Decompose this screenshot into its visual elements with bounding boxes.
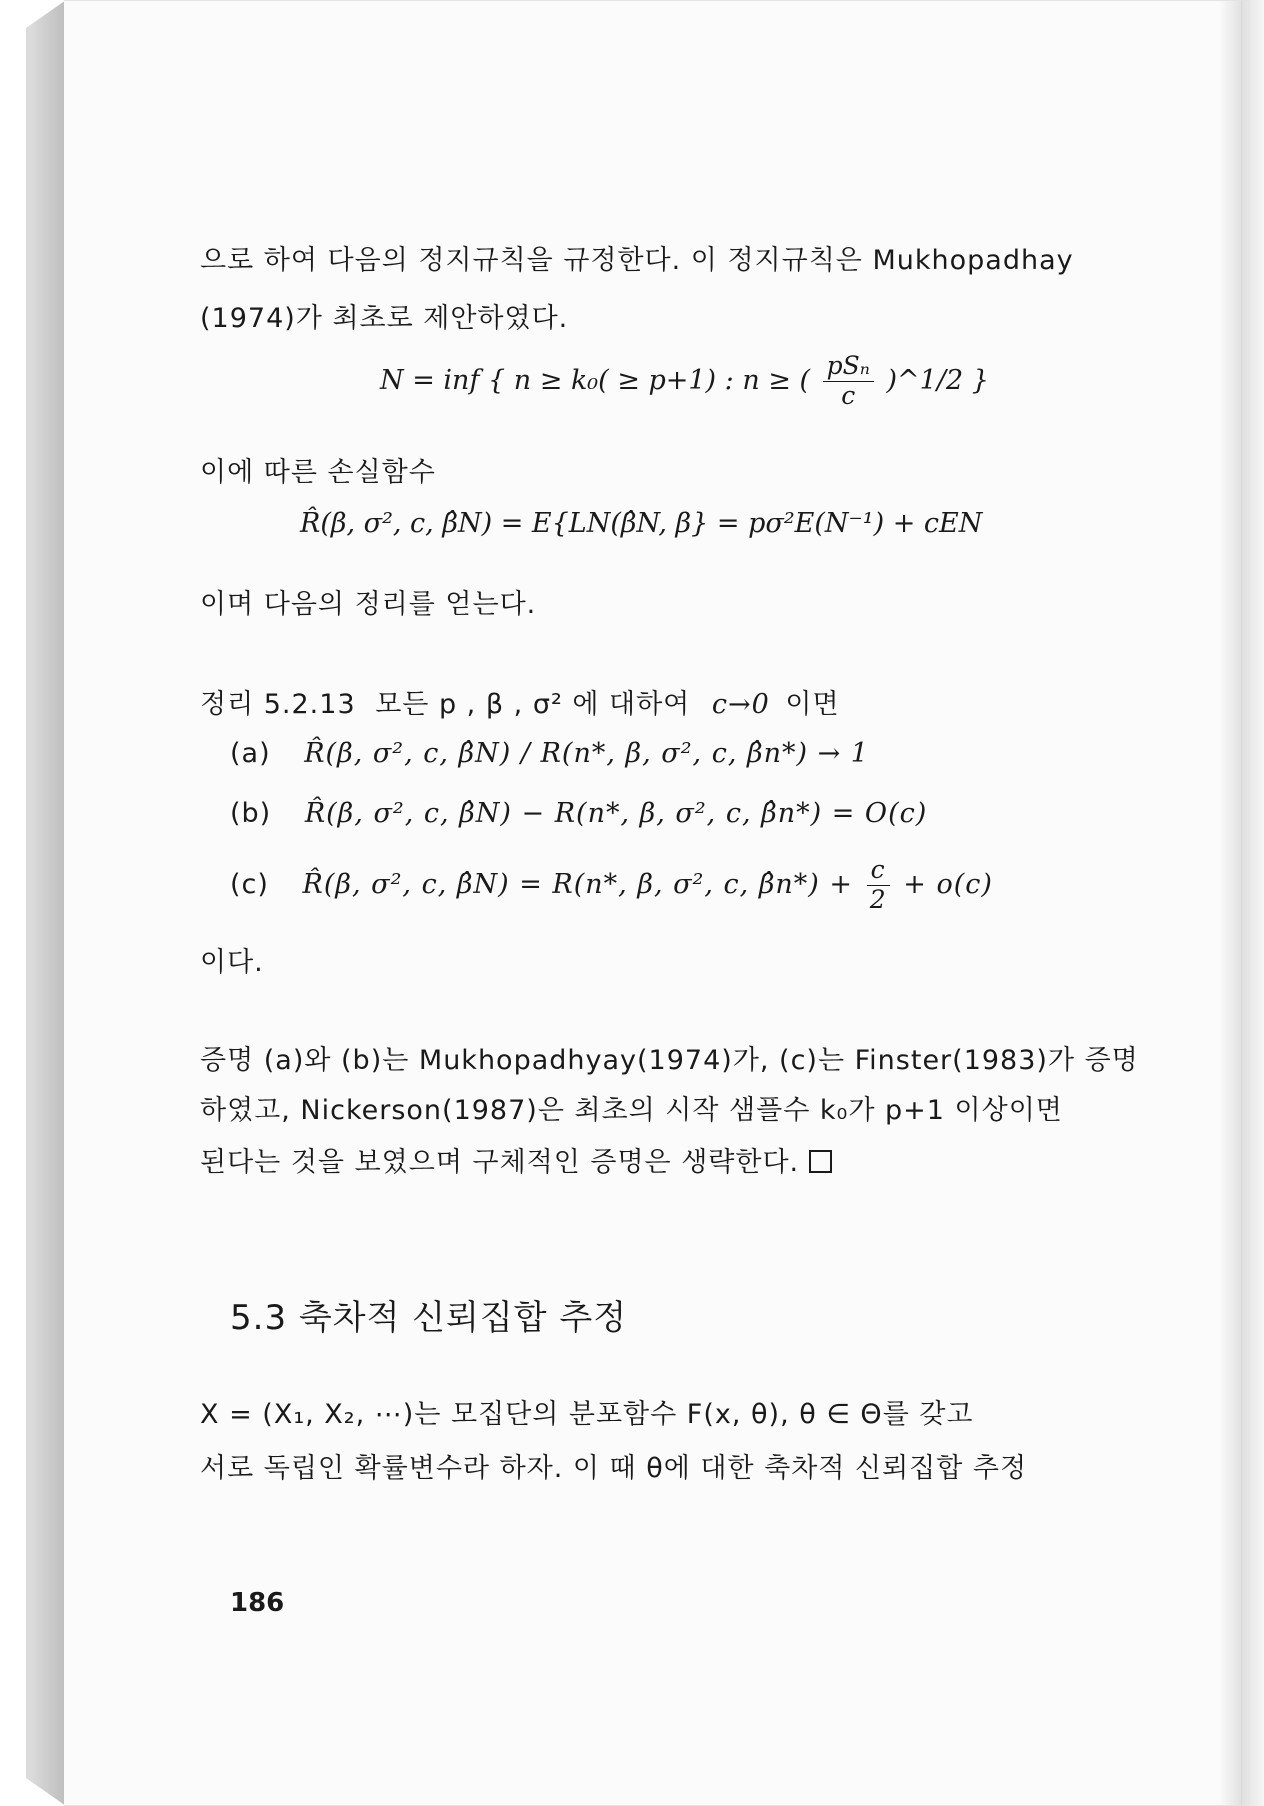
theorem-condition: 모든 p , β , σ² 에 대하여 xyxy=(375,689,691,720)
theorem-condition-end: 이면 xyxy=(785,689,840,720)
item-expression: R̂(β, σ², c, β̂N) = R(n*, β, σ², c, β̂n*) + xyxy=(302,868,854,900)
stopping-rule-equation xyxy=(380,352,989,411)
paragraph-line: (1974)가 최초로 제안하였다. xyxy=(200,303,569,334)
theorem-item-a xyxy=(230,738,869,769)
page-number: 186 xyxy=(230,1588,285,1618)
fraction xyxy=(823,352,874,411)
qed-box-icon xyxy=(809,1150,832,1173)
theorem-item-c xyxy=(230,856,993,915)
item-expression: R̂(β, σ², c, β̂N) − R(n*, β, σ², c, β̂n*) = O(c) xyxy=(304,798,928,829)
fraction-numerator: pSₙ xyxy=(823,352,874,382)
proof-line-last xyxy=(200,1140,832,1179)
fraction xyxy=(867,856,890,915)
fraction-numerator: c xyxy=(867,856,890,886)
page-edge-right xyxy=(1242,0,1264,1806)
theorem-statement xyxy=(200,682,840,721)
page-shadow xyxy=(1219,1,1241,1805)
proof-text: 된다는 것을 보였으며 구체적인 증명은 생략한다. xyxy=(200,1147,800,1178)
item-label: (c) xyxy=(230,868,269,900)
section-heading: 5.3 축차적 신뢰집합 추정 xyxy=(230,1298,628,1338)
item-expression-tail: + o(c) xyxy=(903,868,993,900)
paragraph-line: 으로 하여 다음의 정지규칙을 규정한다. 이 정지규칙은 Mukhopadhay xyxy=(200,245,1074,276)
fraction-denominator: c xyxy=(841,380,856,410)
paragraph-line: X = (X₁, X₂, ⋯)는 모집단의 분포함수 F(x, θ), θ ∈ Θ를 갖고 xyxy=(200,1399,974,1430)
equation-right: )^1/2 } xyxy=(886,364,989,396)
paragraph-line: 서로 독립인 확률변수라 하자. 이 때 θ에 대한 축차적 신뢰집합 추정 xyxy=(200,1453,1028,1484)
proof-line: 증명 (a)와 (b)는 Mukhopadhyay(1974)가, (c)는 Finster(1983)가 증명 xyxy=(200,1045,1139,1076)
proof-line: 하였고, Nickerson(1987)은 최초의 시작 샘플수 k₀가 p+1 이상이면 xyxy=(200,1095,1063,1126)
theorem-limit: c→0 xyxy=(711,689,770,720)
book-spine xyxy=(0,0,66,1806)
theorem-item-b xyxy=(230,798,927,829)
theorem-label: 정리 5.2.13 xyxy=(200,689,356,720)
item-label: (a) xyxy=(230,738,271,769)
item-label: (b) xyxy=(230,798,272,829)
equation-left: N = inf { n ≥ k₀( ≥ p+1) : n ≥ ( xyxy=(380,364,811,396)
loss-equation: R̂(β, σ², c, β̂N) = E{LN(β̂N, β} = pσ²E(N⁻¹) + cEN xyxy=(300,508,983,539)
item-expression: R̂(β, σ², c, β̂N) / R(n*, β, σ², c, β̂n*) → 1 xyxy=(304,738,869,769)
fraction-denominator: 2 xyxy=(869,884,887,914)
loss-intro: 이에 따른 손실함수 xyxy=(200,457,436,488)
paragraph-line: 이며 다음의 정리를 얻는다. xyxy=(200,589,537,620)
theorem-end: 이다. xyxy=(200,947,264,978)
